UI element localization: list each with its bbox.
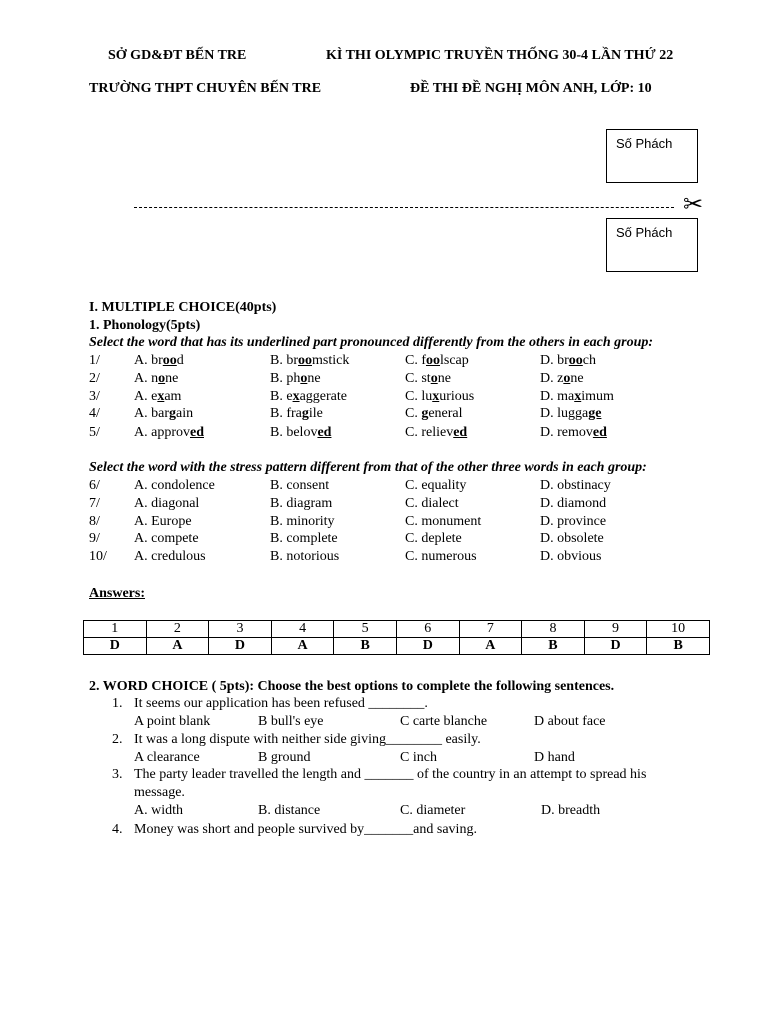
option: C. foolscap (405, 353, 469, 368)
question-number: 7/ (89, 496, 100, 511)
option: D. luggage (540, 406, 602, 421)
stress-question-row (89, 478, 729, 496)
option: D about face (534, 714, 606, 729)
department-name: SỞ GD&ĐT BẾN TRE (108, 48, 247, 63)
scissors-icon: ✂ (683, 192, 704, 218)
underlined-part: oo (568, 353, 583, 368)
option: A point blank (134, 714, 211, 729)
exam-title: KÌ THI OLYMPIC TRUYỀN THỐNG 30-4 LẦN THỨ 22 (326, 48, 674, 63)
question-number: 1/ (89, 353, 100, 368)
underlined-part: oo (162, 353, 177, 368)
option: C inch (400, 750, 437, 765)
option: B. exaggerate (270, 389, 347, 404)
answer-key-cell: A (146, 638, 209, 655)
question-2: It was a long dispute with neither side giving________ easily. (134, 732, 481, 747)
option: A. exam (134, 389, 182, 404)
underlined-part: ed (190, 425, 204, 440)
stress-question-row (89, 531, 729, 549)
underlined-part: ed (317, 425, 332, 440)
pronunciation-question-row (89, 406, 729, 424)
answer-number-cell: 5 (334, 621, 397, 638)
underlined-part: x (157, 389, 165, 404)
option: A. compete (134, 531, 199, 546)
option: A clearance (134, 750, 200, 765)
option: C. relieved (405, 425, 468, 440)
phonology-title: 1. Phonology(5pts) (89, 318, 201, 333)
option: C. monument (405, 514, 482, 529)
answers-key-row (84, 638, 710, 655)
question-1: It seems our application has been refused ________. (134, 696, 428, 711)
option: A. diagonal (134, 496, 200, 511)
answer-key-cell: D (584, 638, 647, 655)
school-name: TRƯỜNG THPT CHUYÊN BẾN TRE (89, 81, 322, 96)
answer-key-cell: D (84, 638, 147, 655)
option: B. minority (270, 514, 335, 529)
option: C. luxurious (405, 389, 475, 404)
option: B ground (258, 750, 311, 765)
option: A. credulous (134, 549, 206, 564)
underlined-part: ed (592, 425, 607, 440)
answer-number-cell: 7 (459, 621, 522, 638)
underlined-part: g (421, 406, 429, 421)
option: C carte blanche (400, 714, 488, 729)
answers-number-row (84, 621, 710, 638)
answer-number-cell: 3 (209, 621, 272, 638)
question-number: 2. (112, 732, 123, 747)
option: A. bargain (134, 406, 194, 421)
underlined-part: ge (588, 406, 602, 421)
underlined-part: g (169, 406, 176, 421)
so-phach-label: Số Phách (616, 136, 673, 151)
answer-key-cell: A (459, 638, 522, 655)
option: D. obvious (540, 549, 602, 564)
pronunciation-instruction: Select the word that has its underlined part pronounced differently from the others in each group: (89, 335, 654, 350)
option: B. diagram (270, 496, 333, 511)
answer-number-cell: 4 (271, 621, 334, 638)
answer-key-cell: B (334, 638, 397, 655)
pronunciation-question-row (89, 353, 729, 371)
question-number: 8/ (89, 514, 100, 529)
option: A. Europe (134, 514, 192, 529)
so-phach-box-bottom (606, 218, 698, 272)
underlined-part: oo (298, 353, 312, 368)
option: B. fragile (270, 406, 323, 421)
answer-key-cell: B (647, 638, 710, 655)
option: B. broomstick (270, 353, 350, 368)
answer-number-cell: 8 (522, 621, 585, 638)
answer-number-cell: 10 (647, 621, 710, 638)
option: B. distance (258, 803, 321, 818)
option: D. obsolete (540, 531, 604, 546)
underlined-part: x (432, 389, 440, 404)
question-3: The party leader travelled the length and _______ of the country in an attempt to spread his (134, 767, 647, 782)
underlined-part: o (300, 371, 308, 386)
option: C. equality (405, 478, 467, 493)
option: D. province (540, 514, 607, 529)
word-choice-title: 2. WORD CHOICE ( 5pts): Choose the best options to complete the following sentences. (89, 679, 615, 694)
question-number: 5/ (89, 425, 100, 440)
option: D. diamond (540, 496, 607, 511)
answer-number-cell: 6 (396, 621, 459, 638)
option: B. complete (270, 531, 338, 546)
cut-line (134, 207, 674, 208)
question-number: 4. (112, 822, 123, 837)
underlined-part: g (301, 406, 309, 421)
option: D. zone (540, 371, 584, 386)
option: C. numerous (405, 549, 477, 564)
pronunciation-question-row (89, 389, 729, 407)
answer-key-cell: D (396, 638, 459, 655)
question-number: 1. (112, 696, 123, 711)
answer-number-cell: 2 (146, 621, 209, 638)
option: D. brooch (540, 353, 596, 368)
option: B. phone (270, 371, 321, 386)
underlined-part: o (430, 371, 438, 386)
answer-number-cell: 9 (584, 621, 647, 638)
underlined-part: oo (426, 353, 440, 368)
option: D hand (534, 750, 575, 765)
question-number: 2/ (89, 371, 100, 386)
stress-question-row (89, 514, 729, 532)
question-number: 6/ (89, 478, 100, 493)
question-number: 3/ (89, 389, 100, 404)
so-phach-box-top (606, 129, 698, 183)
option: A. width (134, 803, 183, 818)
exam-subject: ĐỀ THI ĐỀ NGHỊ MÔN ANH, LỚP: 10 (410, 81, 652, 96)
answer-number-cell: 1 (84, 621, 147, 638)
underlined-part: o (158, 371, 166, 386)
section-title: I. MULTIPLE CHOICE(40pts) (89, 300, 277, 315)
option: D. obstinacy (540, 478, 611, 493)
question-3-continued: message. (134, 785, 185, 800)
question-number: 3. (112, 767, 123, 782)
option: A. approved (134, 425, 204, 440)
underlined-part: ed (453, 425, 468, 440)
answers-label: Answers: (89, 586, 145, 601)
answer-key-cell: B (522, 638, 585, 655)
question-number: 4/ (89, 406, 100, 421)
question-number: 9/ (89, 531, 100, 546)
answers-table (83, 620, 710, 655)
answer-key-cell: D (209, 638, 272, 655)
option: A. condolence (134, 478, 215, 493)
option: C. general (405, 406, 463, 421)
answer-key-cell: A (271, 638, 334, 655)
option: C. dialect (405, 496, 459, 511)
underlined-part: o (563, 371, 571, 386)
option: D. maximum (540, 389, 614, 404)
option: D. removed (540, 425, 607, 440)
option: D. breadth (541, 803, 601, 818)
option: B. notorious (270, 549, 340, 564)
option: B bull's eye (258, 714, 324, 729)
option: B. beloved (270, 425, 332, 440)
option: B. consent (270, 478, 330, 493)
underlined-part: x (292, 389, 300, 404)
stress-question-row (89, 496, 729, 514)
option: C. deplete (405, 531, 462, 546)
stress-instruction: Select the word with the stress pattern different from that of the other three words in each group: (89, 460, 647, 475)
pronunciation-question-row (89, 425, 729, 443)
option: A. brood (134, 353, 184, 368)
underlined-part: x (574, 389, 582, 404)
so-phach-label: Số Phách (616, 225, 673, 240)
pronunciation-question-row (89, 371, 729, 389)
stress-question-row (89, 549, 729, 567)
option: C. diameter (400, 803, 466, 818)
option: A. none (134, 371, 179, 386)
option: C. stone (405, 371, 451, 386)
question-4: Money was short and people survived by_______and saving. (134, 822, 477, 837)
question-number: 10/ (89, 549, 107, 564)
